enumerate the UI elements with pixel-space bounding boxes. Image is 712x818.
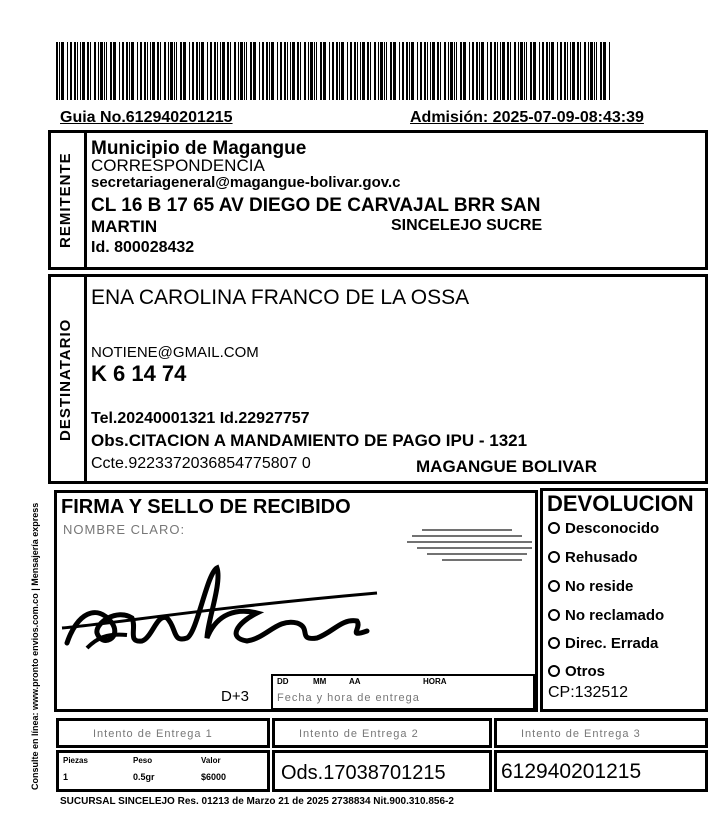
intento-1-box (56, 718, 270, 748)
remitente-email: secretariageneral@magangue-bolivar.gov.c (91, 174, 401, 191)
radio-circle-icon (548, 522, 560, 534)
nombre-claro-label: NOMBRE CLARO: (63, 522, 186, 537)
delivery-date-label: Fecha y hora de entrega (277, 692, 420, 704)
remitente-name: Municipio de Magangue (91, 138, 307, 159)
guia-number-label: Guia No.612940201215 (60, 109, 233, 126)
firma-title: FIRMA Y SELLO DE RECIBIDO (61, 496, 351, 518)
piezas-box (56, 750, 270, 792)
barcode-icon (56, 42, 612, 100)
intento-1-label: Intento de Entrega 1 (93, 728, 213, 740)
option-rehusado[interactable]: Rehusado (548, 549, 638, 566)
radio-circle-icon (548, 580, 560, 592)
guia-number-box (494, 750, 708, 792)
ods-number: Ods.17038701215 (281, 762, 446, 784)
intento-2-box (272, 718, 492, 748)
option-otros[interactable]: Otros (548, 663, 605, 680)
destinatario-email: NOTIENE@GMAIL.COM (91, 344, 259, 361)
option-desconocido[interactable]: Desconocido (548, 520, 659, 537)
firma-box (54, 490, 538, 712)
destinatario-label: DESTINATARIO (57, 318, 74, 442)
option-no-reclamado[interactable]: No reclamado (548, 607, 664, 624)
destinatario-address: K 6 14 74 (91, 361, 187, 386)
radio-circle-icon (548, 665, 560, 677)
peso-header: Peso (133, 756, 153, 765)
divider (84, 277, 87, 481)
remitente-label: REMITENTE (57, 152, 74, 248)
radio-circle-icon (548, 637, 560, 649)
intento-2-label: Intento de Entrega 2 (299, 728, 419, 740)
date-header-dd: DD (277, 677, 289, 686)
remitente-city: SINCELEJO SUCRE (391, 217, 543, 234)
destinatario-city: MAGANGUE BOLIVAR (416, 457, 598, 476)
date-header-mm: MM (313, 677, 327, 686)
devolucion-title: DEVOLUCION (547, 491, 694, 516)
remitente-address: CL 16 B 17 65 AV DIEGO DE CARVAJAL BRR SAN (91, 195, 541, 216)
valor-header: Valor (201, 756, 221, 765)
cp-label: CP:132512 (548, 684, 629, 701)
valor-value: $6000 (201, 772, 227, 782)
admision-label: Admisión: 2025-07-09-08:43:39 (410, 109, 644, 126)
destinatario-name: ENA CAROLINA FRANCO DE LA OSSA (91, 286, 470, 309)
divider (84, 133, 87, 267)
footer-text: SUCURSAL SINCELEJO Res. 01213 de Marzo 21 de 2025 2738834 Nit.900.310.856-2 (60, 796, 454, 807)
intento-3-label: Intento de Entrega 3 (521, 728, 641, 740)
radio-circle-icon (548, 609, 560, 621)
radio-circle-icon (548, 551, 560, 563)
date-header-hora: HORA (423, 677, 447, 686)
remitente-address-2: MARTIN (91, 217, 158, 236)
option-no-reside[interactable]: No reside (548, 578, 633, 595)
remitente-dept: CORRESPONDENCIA (91, 156, 265, 175)
guia-number: 612940201215 (501, 760, 642, 783)
peso-value: 0.5gr (133, 772, 155, 782)
destinatario-ccte: Ccte.9223372036854775807 0 (91, 455, 311, 472)
d3-label: D+3 (221, 688, 249, 705)
delivery-date-box (271, 674, 535, 710)
option-direc-errada[interactable]: Direc. Errada (548, 635, 658, 652)
date-header-aa: AA (349, 677, 361, 686)
destinatario-box (48, 274, 708, 484)
intento-3-box (494, 718, 708, 748)
remitente-id: Id. 800028432 (91, 239, 195, 256)
remitente-box (48, 130, 708, 270)
destinatario-obs: Obs.CITACION A MANDAMIENTO DE PAGO IPU - 1321 (91, 431, 528, 450)
signature-mark (57, 553, 387, 663)
piezas-header: Piezas (63, 756, 88, 765)
piezas-value: 1 (63, 772, 69, 782)
stamp-texture (402, 523, 537, 568)
destinatario-tel: Tel.20240001321 Id.22927757 (91, 410, 310, 427)
ods-box (272, 750, 492, 792)
sidebar-consult-text: Consulte en línea: www.pronto envios.com.co | Mensajería express (30, 502, 40, 790)
